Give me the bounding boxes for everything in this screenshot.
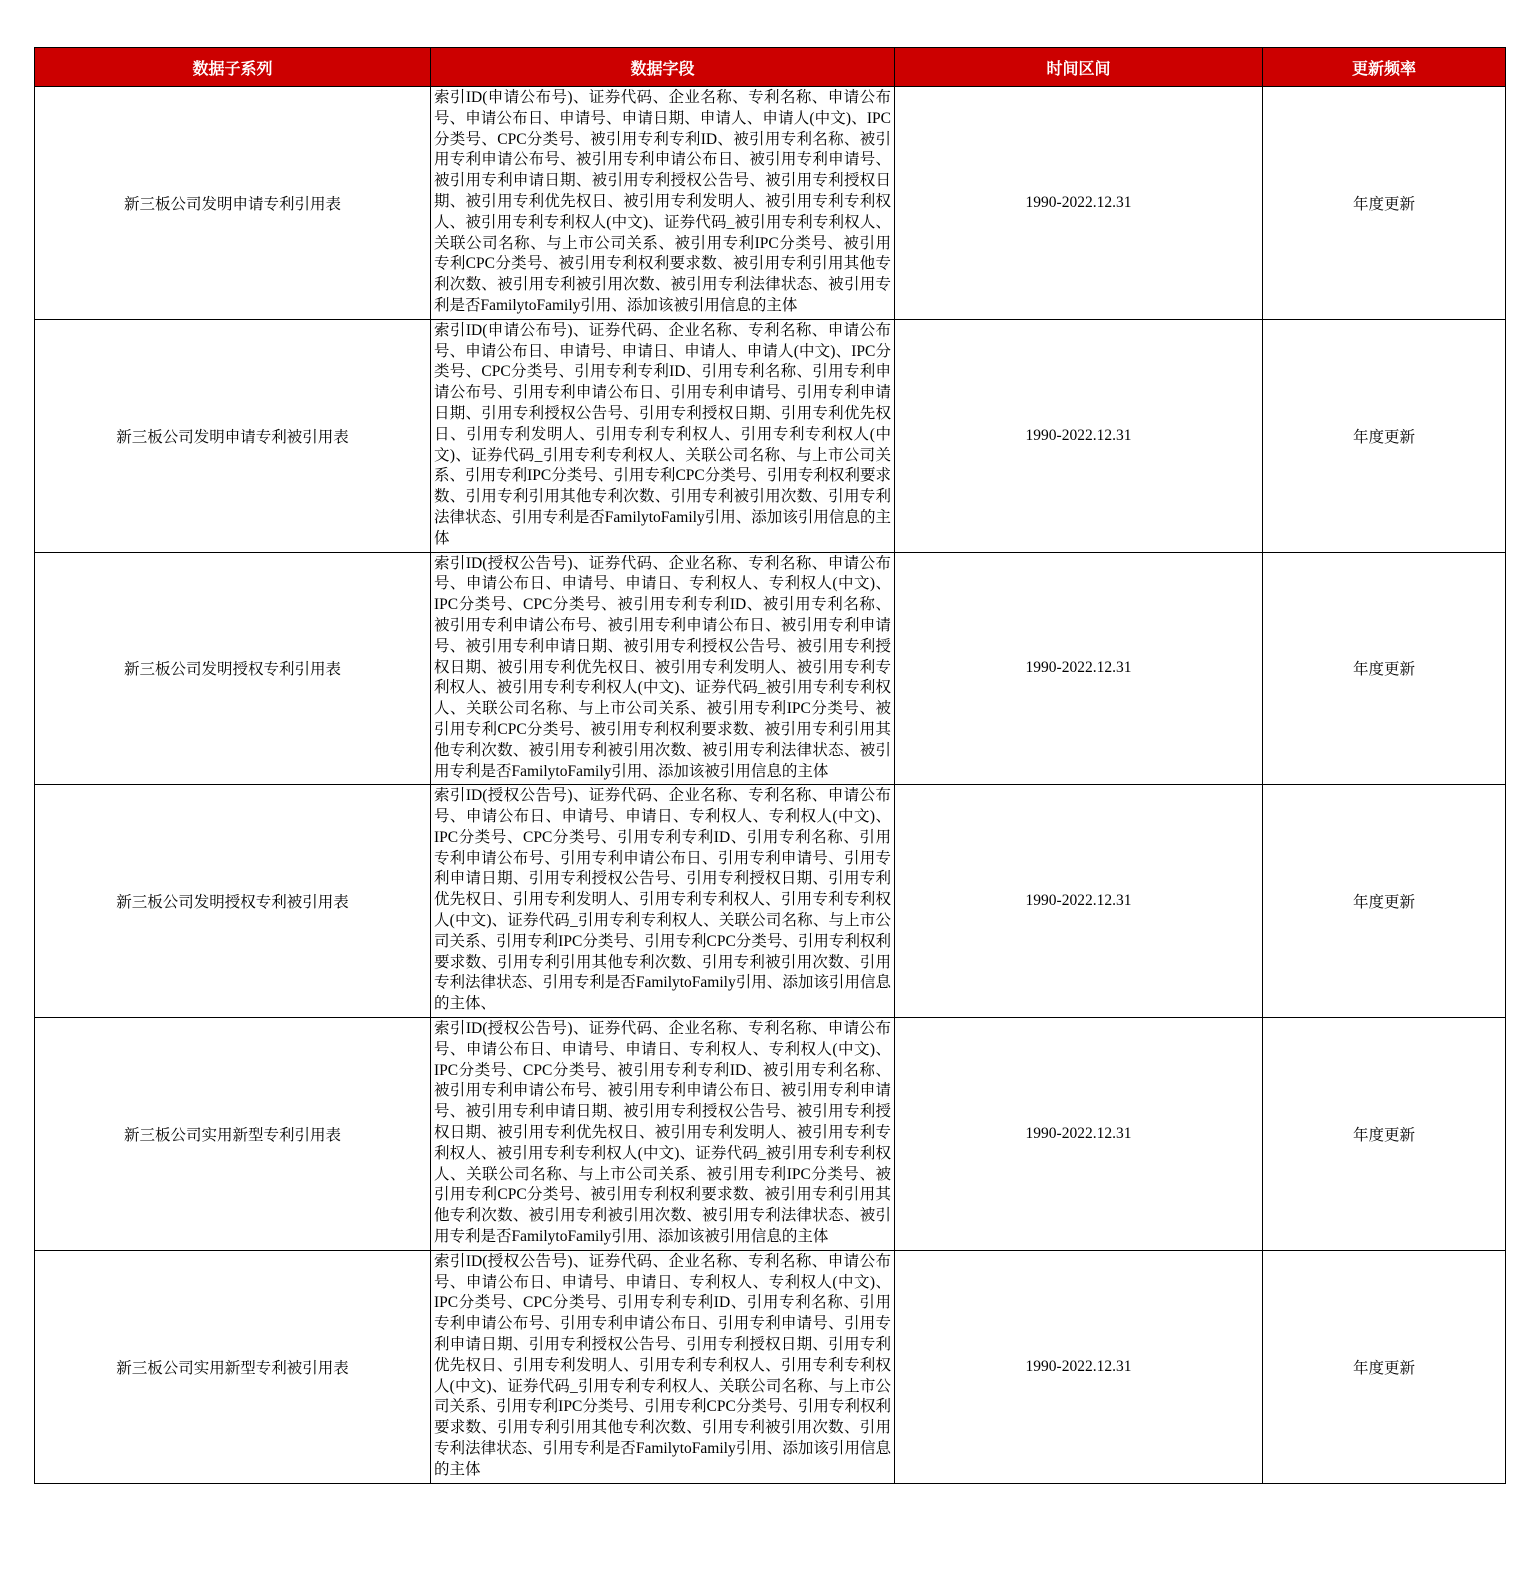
period-cell: 1990-2022.12.31 bbox=[895, 1250, 1263, 1483]
frequency-cell: 年度更新 bbox=[1263, 1250, 1506, 1483]
period-cell: 1990-2022.12.31 bbox=[895, 1018, 1263, 1251]
table-row bbox=[35, 552, 1506, 785]
fields-cell: 索引ID(授权公告号)、证券代码、企业名称、专利名称、申请公布号、申请公布日、申请号、申请日、专利权人、专利权人(中文)、IPC分类号、CPC分类号、引用专利专利ID、引用专利名称、引用专利申请公布号、引用专利申请公布日、引用专利申请号、引用专利申请日期、引用专利授权公告号、引用专利授权日期、引用专利优先权日、引用专利发明人、引用专利专利权人、引用专利专利权人(中文)、证券代码_引用专利专利权人、关联公司名称、与上市公司关系、引用专利IPC分类号、引用专利CPC分类号、引用专利权利要求数、引用专利引用其他专利次数、引用专利被引用次数、引用专利法律状态、引用专利是否FamilytoFamily引用、添加该引用信息的主体 bbox=[431, 1250, 895, 1483]
table-header-row bbox=[35, 48, 1506, 87]
series-name-cell: 新三板公司实用新型专利引用表 bbox=[35, 1018, 431, 1251]
table-row bbox=[35, 785, 1506, 1018]
series-name-cell: 新三板公司发明授权专利引用表 bbox=[35, 552, 431, 785]
fields-cell: 索引ID(授权公告号)、证券代码、企业名称、专利名称、申请公布号、申请公布日、申请号、申请日、专利权人、专利权人(中文)、IPC分类号、CPC分类号、引用专利专利ID、引用专利名称、引用专利申请公布号、引用专利申请公布日、引用专利申请号、引用专利申请日期、引用专利授权公告号、引用专利授权日期、引用专利优先权日、引用专利发明人、引用专利专利权人、引用专利专利权人(中文)、证券代码_引用专利专利权人、关联公司名称、与上市公司关系、引用专利IPC分类号、引用专利CPC分类号、引用专利权利要求数、引用专利引用其他专利次数、引用专利被引用次数、引用专利法律状态、引用专利是否FamilytoFamily引用、添加该引用信息的主体、 bbox=[431, 785, 895, 1018]
series-name-cell: 新三板公司实用新型专利被引用表 bbox=[35, 1250, 431, 1483]
fields-cell: 索引ID(授权公告号)、证券代码、企业名称、专利名称、申请公布号、申请公布日、申请号、申请日、专利权人、专利权人(中文)、IPC分类号、CPC分类号、被引用专利专利ID、被引用专利名称、被引用专利申请公布号、被引用专利申请公布日、被引用专利申请号、被引用专利申请日期、被引用专利授权公告号、被引用专利授权日期、被引用专利优先权日、被引用专利发明人、被引用专利专利权人、被引用专利专利权人(中文)、证券代码_被引用专利专利权人、关联公司名称、与上市公司关系、被引用专利IPC分类号、被引用专利CPC分类号、被引用专利权利要求数、被引用专利引用其他专利次数、被引用专利被引用次数、被引用专利法律状态、被引用专利是否FamilytoFamily引用、添加该被引用信息的主体 bbox=[431, 1018, 895, 1251]
frequency-cell: 年度更新 bbox=[1263, 785, 1506, 1018]
series-name-cell: 新三板公司发明授权专利被引用表 bbox=[35, 785, 431, 1018]
column-header-period: 时间区间 bbox=[895, 48, 1263, 87]
period-cell: 1990-2022.12.31 bbox=[895, 87, 1263, 320]
data-series-table bbox=[34, 47, 1506, 1484]
frequency-cell: 年度更新 bbox=[1263, 552, 1506, 785]
frequency-cell: 年度更新 bbox=[1263, 319, 1506, 552]
period-cell: 1990-2022.12.31 bbox=[895, 785, 1263, 1018]
table-row bbox=[35, 1250, 1506, 1483]
fields-cell: 索引ID(授权公告号)、证券代码、企业名称、专利名称、申请公布号、申请公布日、申请号、申请日、专利权人、专利权人(中文)、IPC分类号、CPC分类号、被引用专利专利ID、被引用专利名称、被引用专利申请公布号、被引用专利申请公布日、被引用专利申请号、被引用专利申请日期、被引用专利授权公告号、被引用专利授权日期、被引用专利优先权日、被引用专利发明人、被引用专利专利权人、被引用专利专利权人(中文)、证券代码_被引用专利专利权人、关联公司名称、与上市公司关系、被引用专利IPC分类号、被引用专利CPC分类号、被引用专利权利要求数、被引用专利引用其他专利次数、被引用专利被引用次数、被引用专利法律状态、被引用专利是否FamilytoFamily引用、添加该被引用信息的主体 bbox=[431, 552, 895, 785]
column-header-fields: 数据字段 bbox=[431, 48, 895, 87]
table-row bbox=[35, 1018, 1506, 1251]
series-name-cell: 新三板公司发明申请专利被引用表 bbox=[35, 319, 431, 552]
table-row bbox=[35, 87, 1506, 320]
column-header-series: 数据子系列 bbox=[35, 48, 431, 87]
period-cell: 1990-2022.12.31 bbox=[895, 552, 1263, 785]
fields-cell: 索引ID(申请公布号)、证券代码、企业名称、专利名称、申请公布号、申请公布日、申请号、申请日、申请人、申请人(中文)、IPC分类号、CPC分类号、引用专利专利ID、引用专利名称、引用专利申请公布号、引用专利申请公布日、引用专利申请号、引用专利申请日期、引用专利授权公告号、引用专利授权日期、引用专利优先权日、引用专利发明人、引用专利专利权人、引用专利专利权人(中文)、证券代码_引用专利专利权人、关联公司名称、与上市公司关系、引用专利IPC分类号、引用专利CPC分类号、引用专利权利要求数、引用专利引用其他专利次数、引用专利被引用次数、引用专利法律状态、引用专利是否FamilytoFamily引用、添加该引用信息的主体 bbox=[431, 319, 895, 552]
column-header-frequency: 更新频率 bbox=[1263, 48, 1506, 87]
fields-cell: 索引ID(申请公布号)、证券代码、企业名称、专利名称、申请公布号、申请公布日、申请号、申请日期、申请人、申请人(中文)、IPC分类号、CPC分类号、被引用专利专利ID、被引用专利名称、被引用专利申请公布号、被引用专利申请公布日、被引用专利申请号、被引用专利申请日期、被引用专利授权公告号、被引用专利授权日期、被引用专利优先权日、被引用专利发明人、被引用专利专利权人、被引用专利专利权人(中文)、证券代码_被引用专利专利权人、关联公司名称、与上市公司关系、被引用专利IPC分类号、被引用专利CPC分类号、被引用专利权利要求数、被引用专利引用其他专利次数、被引用专利被引用次数、被引用专利法律状态、被引用专利是否FamilytoFamily引用、添加该被引用信息的主体 bbox=[431, 87, 895, 320]
period-cell: 1990-2022.12.31 bbox=[895, 319, 1263, 552]
table-row bbox=[35, 319, 1506, 552]
frequency-cell: 年度更新 bbox=[1263, 1018, 1506, 1251]
series-name-cell: 新三板公司发明申请专利引用表 bbox=[35, 87, 431, 320]
frequency-cell: 年度更新 bbox=[1263, 87, 1506, 320]
